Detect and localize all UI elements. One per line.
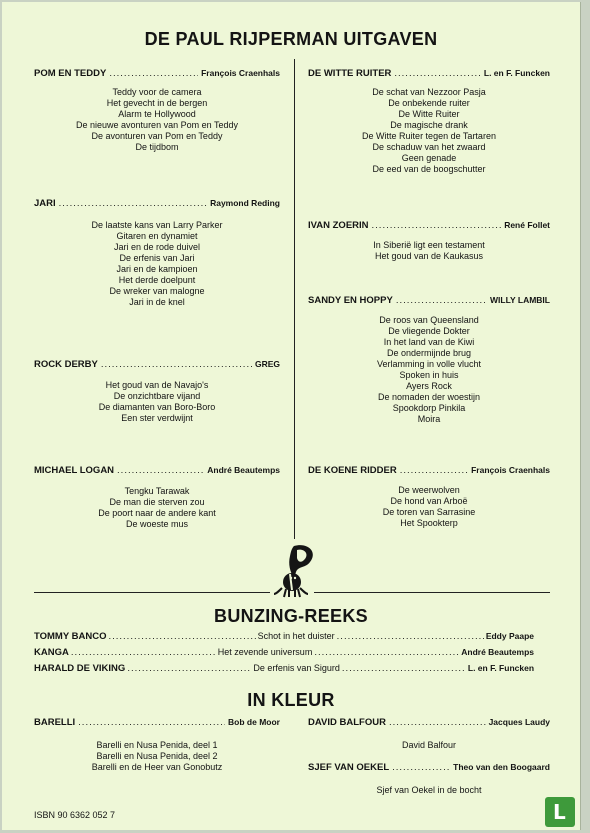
series-name: KANGA	[34, 647, 69, 658]
series-author: François Craenhals	[201, 68, 280, 78]
book-title: Gitaren en dynamiet	[116, 231, 198, 241]
series-author: Bob de Moor	[228, 717, 280, 727]
book-title: De wreker van malogne	[109, 286, 205, 296]
book-title: De erfenis van Sigurd	[253, 663, 340, 673]
series-header-jari	[34, 198, 280, 209]
series-name: IVAN ZOERIN	[308, 220, 369, 231]
title-list-pom-en-teddy	[34, 87, 280, 153]
series-header-michael-logan	[34, 465, 280, 476]
series-header-sjef-van-oekel	[308, 762, 550, 773]
series-author: L. en F. Funcken	[467, 663, 535, 673]
back-cover	[2, 2, 581, 830]
title-list-jari	[34, 220, 280, 308]
book-title: De laatste kans van Larry Parker	[91, 220, 223, 230]
series-name: DE WITTE RUITER	[308, 68, 392, 79]
book-title: De weerwolven	[398, 485, 460, 495]
series-author: Raymond Reding	[210, 198, 280, 208]
bunzing-title: BUNZING-REEKS	[214, 606, 368, 626]
series-name: TOMMY BANCO	[34, 631, 107, 642]
book-title: Een ster verdwijnt	[121, 413, 193, 423]
series-author: Theo van den Boogaard	[453, 762, 550, 772]
book-title: De hond van Arboë	[390, 496, 468, 506]
series-author: André Beautemps	[461, 647, 534, 657]
book-title: Jari en de kampioen	[116, 264, 198, 274]
series-name: BARELLI	[34, 717, 76, 728]
book-title: De Witte Ruiter	[398, 109, 460, 119]
book-title: De Witte Ruiter tegen de Tartaren	[362, 131, 496, 141]
book-title: Teddy voor de camera	[112, 87, 202, 97]
series-author: André Beautemps	[207, 465, 280, 475]
series-author: GREG	[254, 359, 280, 369]
series-name: SANDY EN HOPPY	[308, 295, 393, 306]
book-title: De onzichtbare vijand	[113, 391, 201, 401]
book-title: Tengku Tarawak	[124, 486, 190, 496]
column-divider	[294, 59, 295, 539]
book-title: De toren van Sarrasine	[382, 507, 476, 517]
book-title: De schaduw van het zwaard	[372, 142, 486, 152]
series-author: Eddy Paape	[485, 631, 534, 641]
badge-letter: L	[553, 800, 566, 824]
book-title: Jari in de knel	[129, 297, 185, 307]
series-header-de-koene-ridder	[308, 465, 550, 476]
book-title: Het zevende universum	[217, 647, 313, 657]
book-title: De magische drank	[390, 120, 468, 130]
series-author: WILLY LAMBIL	[490, 295, 550, 305]
book-title: Verlamming in volle vlucht	[376, 359, 482, 369]
series-header-ivan-zoerin	[308, 220, 550, 231]
kleur-title: IN KLEUR	[247, 690, 335, 710]
series-name: HARALD DE VIKING	[34, 663, 126, 674]
book-title: De avonturen van Pom en Teddy	[91, 131, 223, 141]
book-title: Het derde doelpunt	[118, 275, 196, 285]
book-title: Het goud van de Navajo's	[105, 380, 209, 390]
book-title: In Siberië ligt een testament	[373, 240, 485, 250]
series-header-barelli	[34, 717, 280, 728]
series-name: DAVID BALFOUR	[308, 717, 386, 728]
book-title: De nomaden der woestijn	[377, 392, 481, 402]
book-title: De roos van Queensland	[379, 315, 479, 325]
divider-right	[314, 592, 550, 593]
series-author: René Follet	[504, 220, 550, 230]
series-name: POM EN TEDDY	[34, 68, 107, 79]
title-list-sjef-van-oekel	[308, 785, 550, 796]
page-title: DE PAUL RIJPERMAN UITGAVEN	[144, 29, 438, 49]
book-title: Het gevecht in de bergen	[106, 98, 208, 108]
book-title: Sjef van Oekel in de bocht	[376, 785, 482, 795]
book-title: De ondermijnde brug	[386, 348, 472, 358]
title-list-ivan-zoerin	[308, 240, 550, 262]
book-title: Spookdorp Pinkila	[392, 403, 466, 413]
book-title: Geen genade	[401, 153, 457, 163]
book-title: Ayers Rock	[406, 381, 452, 391]
book-title: David Balfour	[401, 740, 457, 750]
book-title: Het goud van de Kaukasus	[374, 251, 484, 261]
book-title: De nieuwe avonturen van Pom en Teddy	[76, 120, 238, 130]
book-title: In het land van de Kiwi	[383, 337, 475, 347]
book-title: Moira	[417, 414, 441, 424]
skunk-icon	[264, 542, 318, 598]
series-author: François Craenhals	[471, 465, 550, 475]
series-header-de-witte-ruiter	[308, 68, 550, 79]
title-list-de-witte-ruiter	[308, 87, 550, 175]
book-title: De eed van de boogschutter	[372, 164, 486, 174]
isbn: ISBN 90 6362 052 7	[34, 810, 116, 820]
series-header-david-balfour	[308, 717, 550, 728]
series-name: MICHAEL LOGAN	[34, 465, 115, 476]
series-name: ROCK DERBY	[34, 359, 98, 370]
series-header-rock-derby	[34, 359, 280, 370]
series-name: JARI	[34, 198, 56, 209]
title-list-rock-derby	[34, 380, 280, 424]
series-author: L. en F. Funcken	[483, 68, 550, 78]
title-list-david-balfour	[308, 740, 550, 751]
book-title: De onbekende ruiter	[388, 98, 470, 108]
book-title: Spoken in huis	[399, 370, 459, 380]
book-title: De erfenis van Jari	[119, 253, 195, 263]
divider-left	[34, 592, 270, 593]
book-title: Alarm te Hollywood	[118, 109, 196, 119]
series-name: DE KOENE RIDDER	[308, 465, 397, 476]
book-title: De schat van Nezzoor Pasja	[372, 87, 486, 97]
title-list-barelli	[34, 740, 280, 773]
book-title: Het Spookterp	[400, 518, 458, 528]
book-title: Barelli en Nusa Penida, deel 2	[96, 751, 218, 761]
book-title: Jari en de rode duivel	[113, 242, 201, 252]
series-header-sandy-en-hoppy	[308, 295, 550, 306]
series-name: SJEF VAN OEKEL	[308, 762, 390, 773]
title-list-de-koene-ridder	[308, 485, 550, 529]
title-list-michael-logan	[34, 486, 280, 530]
bunzing-row	[34, 647, 534, 658]
bunzing-row	[34, 663, 534, 674]
book-title: De woeste mus	[125, 519, 189, 529]
book-title: Barelli en Nusa Penida, deel 1	[96, 740, 218, 750]
book-title: Schot in het duister	[257, 631, 335, 641]
catalog-badge	[545, 797, 575, 827]
title-list-sandy-en-hoppy	[308, 315, 550, 425]
book-title: De poort naar de andere kant	[98, 508, 216, 518]
book-title: De vliegende Dokter	[388, 326, 470, 336]
series-author: Jacques Laudy	[488, 717, 550, 727]
book-title: De diamanten van Boro-Boro	[98, 402, 216, 412]
series-header-pom-en-teddy	[34, 68, 280, 79]
book-title: De man die sterven zou	[109, 497, 205, 507]
bunzing-row	[34, 631, 534, 642]
book-title: De tijdbom	[135, 142, 179, 152]
book-title: Barelli en de Heer van Gonobutz	[91, 762, 223, 772]
